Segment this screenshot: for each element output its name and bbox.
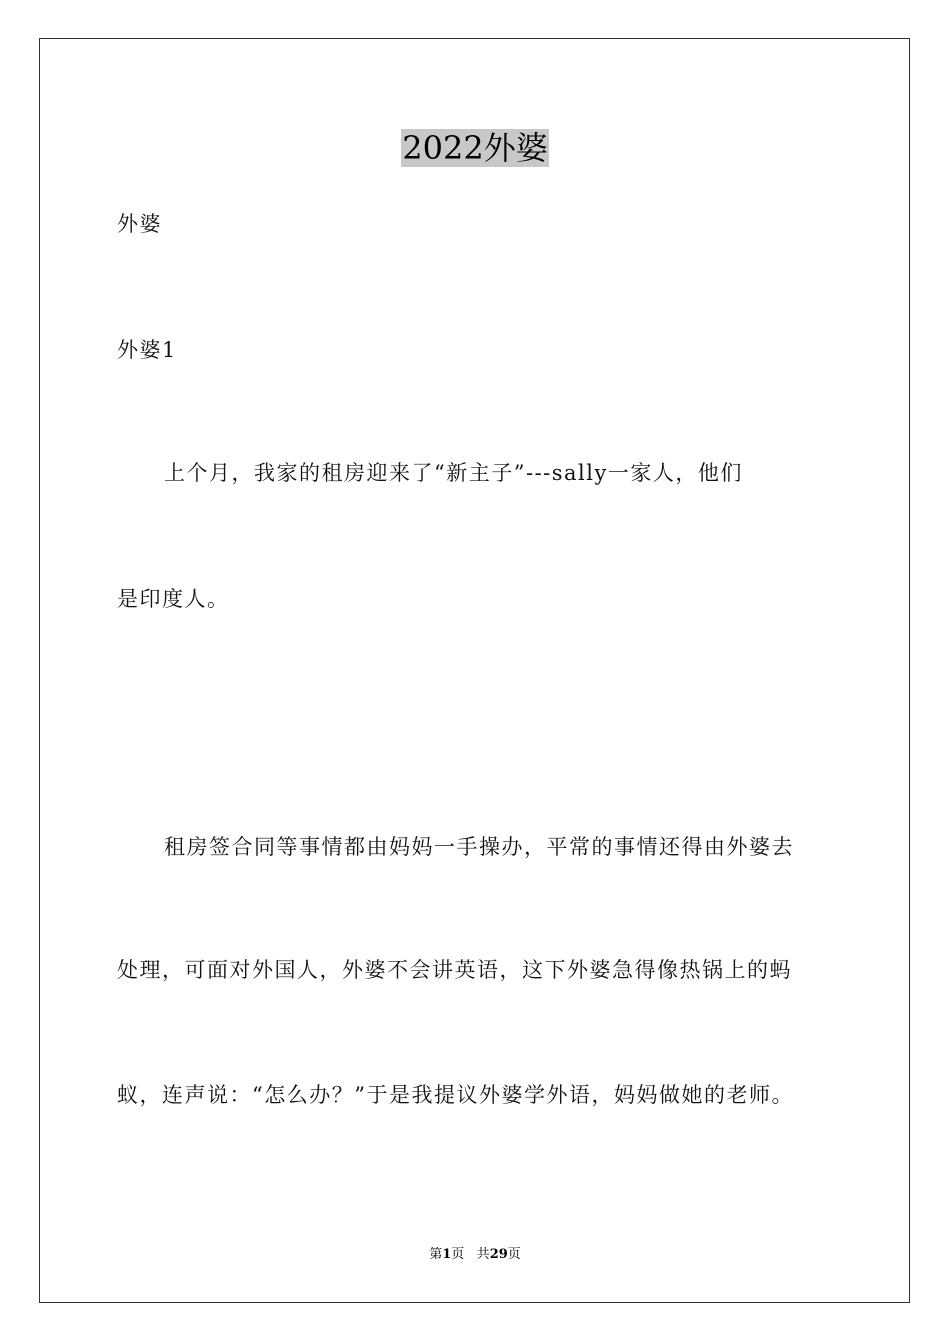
paragraph-line: 租房签合同等事情都由妈妈一手操办，平常的事情还得由外婆去: [164, 835, 794, 859]
footer-page-suffix: 页: [451, 1247, 465, 1262]
page-border: [39, 38, 910, 1303]
section-heading: 外婆1: [117, 338, 177, 362]
paragraph-line: 是印度人。: [117, 587, 230, 611]
footer-page-number: 1: [442, 1247, 452, 1262]
document-title-text: 2022外婆: [402, 129, 548, 167]
footer-total-prefix: 共: [476, 1247, 490, 1262]
subtitle-line: 外婆: [117, 212, 162, 236]
footer-total-suffix: 页: [507, 1247, 521, 1262]
paragraph-line: 处理，可面对外国人，外婆不会讲英语，这下外婆急得像热锅上的蚂: [117, 958, 792, 982]
paragraph-line: 蚁，连声说：“怎么办？”于是我提议外婆学外语，妈妈做她的老师。: [117, 1083, 794, 1107]
paragraph-line: 上个月，我家的租房迎来了“新主子”---sally一家人，他们: [164, 461, 743, 485]
page-footer: [0, 1245, 950, 1265]
footer-total-pages: 29: [489, 1247, 508, 1262]
document-title: [0, 126, 950, 170]
footer-prefix: 第: [429, 1247, 443, 1262]
